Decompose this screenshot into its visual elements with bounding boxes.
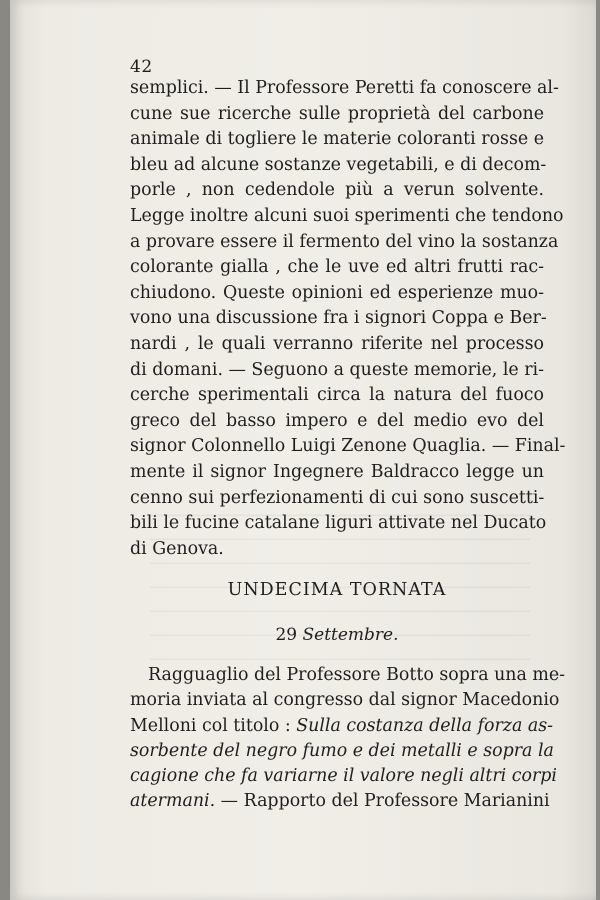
date-day: 29	[275, 625, 298, 646]
book-page	[10, 0, 596, 900]
text-roman: — Rapporto del Professore Marianini	[215, 791, 550, 812]
page-text	[130, 56, 566, 814]
text-line: animale di togliere le materie coloranti rosse e	[130, 129, 544, 150]
text-roman: Melloni col titolo :	[130, 715, 297, 736]
text-line: di Genova.	[130, 538, 224, 559]
text-line: Legge inoltre alcuni suoi sperimenti che tendono	[130, 205, 564, 226]
session-date	[130, 623, 544, 647]
paragraph-session-report	[130, 663, 566, 814]
text-line: cenno sui perfezionamenti di cui sono suscetti-	[130, 487, 545, 508]
memoir-title-italic: sorbente del negro fumo e dei metalli e sopra la	[130, 740, 554, 761]
page-number: 42	[130, 57, 153, 77]
text-line: semplici. — Il Professore Peretti fa conoscere al-	[130, 78, 559, 98]
text-line: Ragguaglio del Professore Botto sopra una me-	[148, 665, 566, 686]
text-line: mente il signor Ingegnere Baldracco legge un	[130, 461, 544, 482]
text-line: greco del basso impero e del medio evo del	[130, 410, 544, 431]
text-line	[130, 789, 550, 814]
text-line: cerche sperimentali circa la natura del fuoco	[130, 385, 544, 406]
text-line: signor Colonnello Luigi Zenone Quaglia. — Final-	[130, 436, 566, 457]
memoir-title-italic: Sulla costanza della forza as-	[296, 715, 554, 736]
text-line: porle , non cedendole più a verun solvente.	[130, 180, 544, 201]
text-line: moria inviata al congresso dal signor Macedonio	[130, 690, 560, 711]
date-month: Settembre.	[302, 625, 399, 646]
text-line: colorante gialla , che le uve ed altri frutti rac-	[130, 257, 544, 278]
text-line: nardi , le quali verranno riferite nel processo	[130, 333, 544, 354]
text-line: chiudono. Queste opinioni ed esperienze muo-	[130, 282, 544, 303]
text-line: vono una discussione fra i signori Coppa e Ber-	[130, 308, 547, 329]
text-line	[130, 714, 554, 739]
memoir-title-italic: atermani.	[130, 791, 216, 812]
text-line: cune sue ricerche sulle proprietà del carbone	[130, 103, 544, 124]
text-line: a provare essere il fermento del vino la sostanza	[130, 231, 559, 252]
text-line: bili le fucine catalane liguri attivate nel Ducato	[130, 513, 547, 534]
memoir-title-italic: cagione che fa variarne il valore negli altri corpi	[130, 766, 557, 787]
paragraph-proceedings	[130, 76, 566, 562]
text-line: bleu ad alcune sostanze vegetabili, e di decom-	[130, 154, 547, 175]
text-line: di domani. — Seguono a queste memorie, le ri-	[130, 359, 544, 380]
section-heading: UNDECIMA TORNATA	[227, 580, 447, 601]
